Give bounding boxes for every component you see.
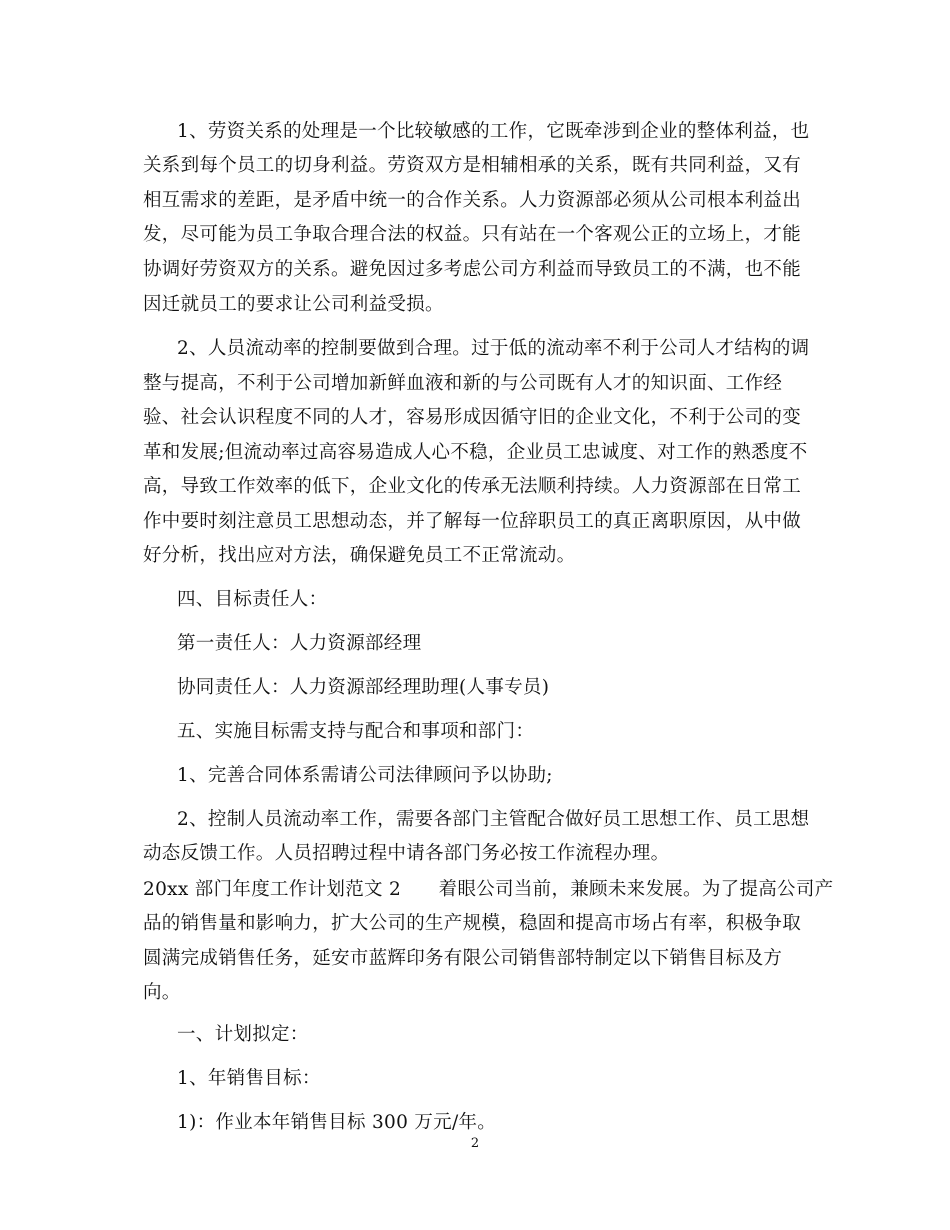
text-line: 品的销售量和影响力，扩大公司的生产规模，稳固和提高市场占有率，积极争取 bbox=[143, 913, 802, 934]
text-line: 作中要时刻注意员工思想动态，并了解每一位辞职员工的真正离职原因，从中做 bbox=[143, 511, 802, 532]
text-line: 关系到每个员工的切身利益。劳资双方是相辅相承的关系，既有共同利益，又有 bbox=[143, 155, 802, 176]
text-line: 相互需求的差距，是矛盾中统一的合作关系。人力资源部必须从公司根本利益出 bbox=[143, 190, 802, 211]
text-line: 第一责任人：人力资源部经理 bbox=[177, 633, 422, 654]
text-line: 协调好劳资双方的关系。避免因过多考虑公司方利益而导致员工的不满，也不能 bbox=[143, 259, 802, 280]
text-line: 发，尽可能为员工争取合理合法的权益。只有站在一个客观公正的立场上，才能 bbox=[143, 224, 802, 245]
section-heading: 五、实施目标需支持与配合和事项和部门： bbox=[177, 721, 535, 742]
text-line: 1、劳资关系的处理是一个比较敏感的工作，它既牵涉到企业的整体利益，也 bbox=[177, 121, 810, 142]
section-heading: 一、计划拟定： bbox=[177, 1024, 309, 1045]
text-line: 20xx 部门年度工作计划范文 2 着眼公司当前，兼顾未来发展。为了提高公司产 bbox=[143, 879, 834, 900]
text-line: 2、人员流动率的控制要做到合理。过于低的流动率不利于公司人才结构的调 bbox=[177, 338, 810, 359]
text-line: 1)：作业本年销售目标 300 万元/年。 bbox=[177, 1112, 497, 1133]
text-line: 整与提高，不利于公司增加新鲜血液和新的与公司既有人才的知识面、工作经 bbox=[143, 373, 783, 394]
text-line: 1、完善合同体系需请公司法律顾问予以协助; bbox=[177, 765, 553, 786]
text-line: 动态反馈工作。人员招聘过程中请各部门务必按工作流程办理。 bbox=[143, 843, 670, 864]
text-line: 好分析，找出应对方法，确保避免员工不正常流动。 bbox=[143, 545, 576, 566]
text-line: 因迁就员工的要求让公司利益受损。 bbox=[143, 294, 444, 315]
text-line: 协同责任人：人力资源部经理助理(人事专员) bbox=[177, 677, 550, 698]
text-line: 圆满完成销售任务，延安市蓝辉印务有限公司销售部特制定以下销售目标及方 bbox=[143, 948, 783, 969]
text-line: 2、控制人员流动率工作，需要各部门主管配合做好员工思想工作、员工思想 bbox=[177, 809, 810, 830]
page-number: 2 bbox=[470, 1136, 480, 1151]
text-line: 向。 bbox=[143, 982, 181, 1003]
section-heading: 四、目标责任人： bbox=[177, 589, 328, 610]
text-line: 革和发展;但流动率过高容易造成人心不稳，企业员工忠诚度、对工作的熟悉度不 bbox=[143, 442, 808, 463]
text-line: 高，导致工作效率的低下，企业文化的传承无法顺利持续。人力资源部在日常工 bbox=[143, 476, 802, 497]
text-line: 验、社会认识程度不同的人才，容易形成因循守旧的企业文化，不利于公司的变 bbox=[143, 407, 802, 428]
text-line: 1、年销售目标： bbox=[177, 1068, 321, 1089]
